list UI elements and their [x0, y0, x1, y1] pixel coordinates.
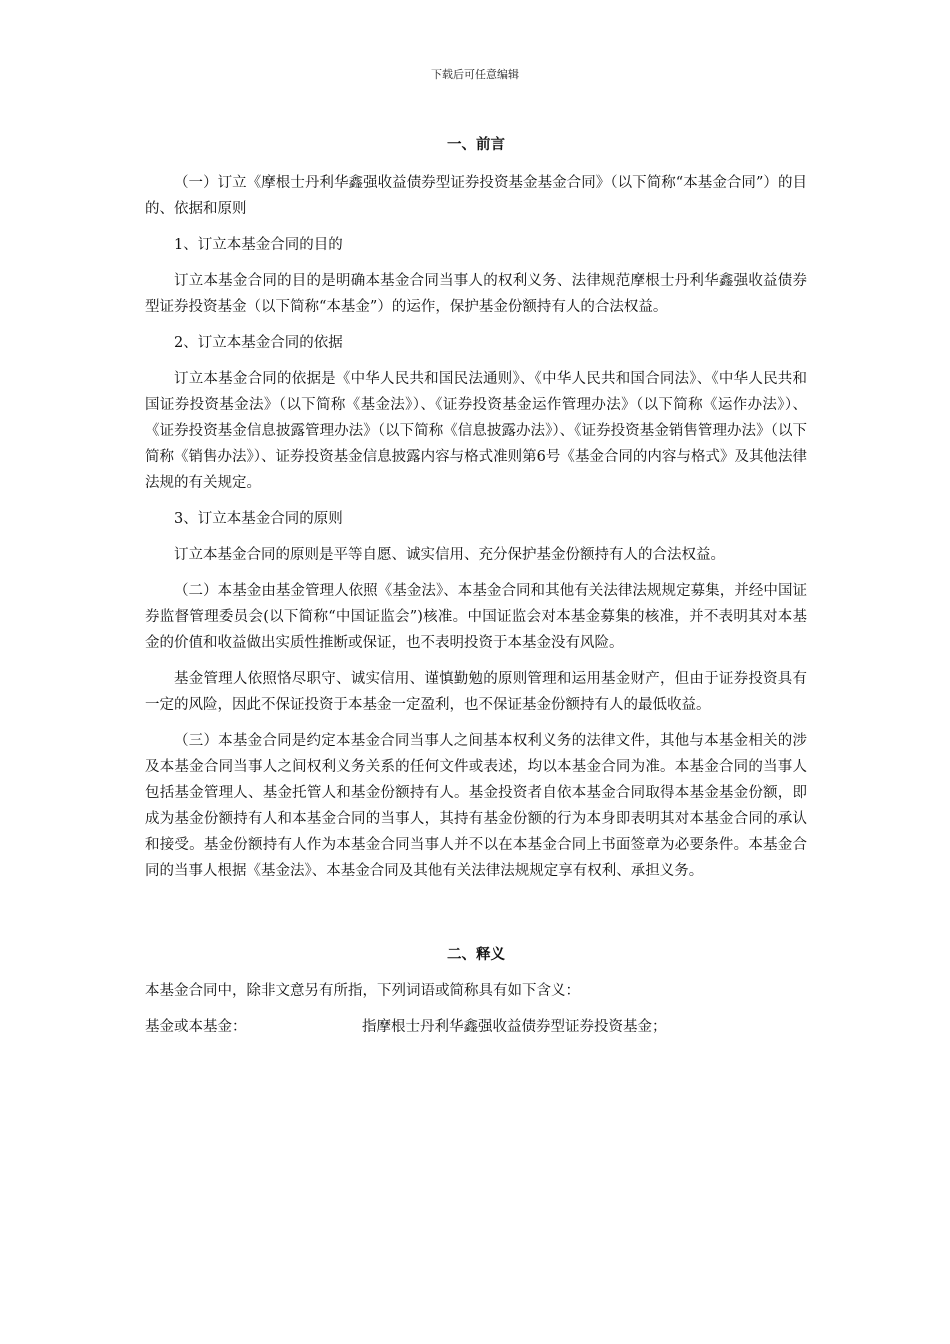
header-note: 下载后可任意编辑 [431, 68, 519, 81]
paragraph-heading: 3、订立本基金合同的原则 [174, 511, 343, 527]
section-title-definitions: 二、释义 [447, 946, 505, 963]
definitions-intro: 本基金合同中，除非文意另有所指，下列词语或简称具有如下含义： [145, 983, 580, 999]
paragraph: 订立本基金合同的依据是《中华人民共和国民法通则》、《中华人民共和国合同法》、《中华人民共和国证券投资基金法》（以下简称《基金法》）、《证券投资基金运作管理办法》（以下简称《运作办法》）、《证券投资基金信息披露管理办法》（以下简称《信息披露办法》）、《证券投资基金销售管理办法》（以下简称《销售办法》）、证券投资基金信息披露内容与格式准则第6号《基金合同的内容与格式》及其他法律法规的有关规定。 [145, 371, 807, 491]
definition-term: 基金或本基金： [145, 1019, 247, 1035]
paragraph: 订立本基金合同的目的是明确本基金合同当事人的权利义务、法律规范摩根士丹利华鑫强收益债券型证券投资基金（以下简称“本基金”）的运作，保护基金份额持有人的合法权益。 [145, 273, 807, 315]
paragraph: （二）本基金由基金管理人依照《基金法》、本基金合同和其他有关法律法规规定募集，并经中国证券监督管理委员会(以下简称“中国证监会”)核准。中国证监会对本基金募集的核准，并不表明其对本基金的价值和收益做出实质性推断或保证，也不表明投资于本基金没有风险。 [145, 583, 807, 651]
section-title-preface: 一、前言 [447, 136, 505, 153]
paragraph: （三）本基金合同是约定本基金合同当事人之间基本权利义务的法律文件，其他与本基金相关的涉及本基金合同当事人之间权利义务关系的任何文件或表述，均以本基金合同为准。本基金合同的当事人包括基金管理人、基金托管人和基金份额持有人。基金投资者自依本基金合同取得本基金基金份额，即成为基金份额持有人和本基金合同的当事人，其持有基金份额的行为本身即表明其对本基金合同的承认和接受。基金份额持有人作为本基金合同当事人并不以在本基金合同上书面签章为必要条件。本基金合同的当事人根据《基金法》、本基金合同及其他有关法律法规规定享有权利、承担义务。 [145, 733, 807, 879]
paragraph: 基金管理人依照恪尽职守、诚实信用、谨慎勤勉的原则管理和运用基金财产，但由于证券投资具有一定的风险，因此不保证投资于本基金一定盈利，也不保证基金份额持有人的最低收益。 [145, 671, 807, 713]
document-body [145, 132, 807, 1040]
paragraph-heading: 2、订立本基金合同的依据 [174, 335, 343, 351]
definition-row [145, 1014, 807, 1040]
paragraph: 订立本基金合同的原则是平等自愿、诚实信用、充分保护基金份额持有人的合法权益。 [174, 547, 725, 563]
paragraph: （一）订立《摩根士丹利华鑫强收益债券型证券投资基金基金合同》（以下简称“本基金合同”）的目的、依据和原则 [145, 175, 807, 217]
paragraph-heading: 1、订立本基金合同的目的 [174, 237, 343, 253]
definition-description: 指摩根士丹利华鑫强收益债券型证券投资基金； [362, 1019, 667, 1035]
